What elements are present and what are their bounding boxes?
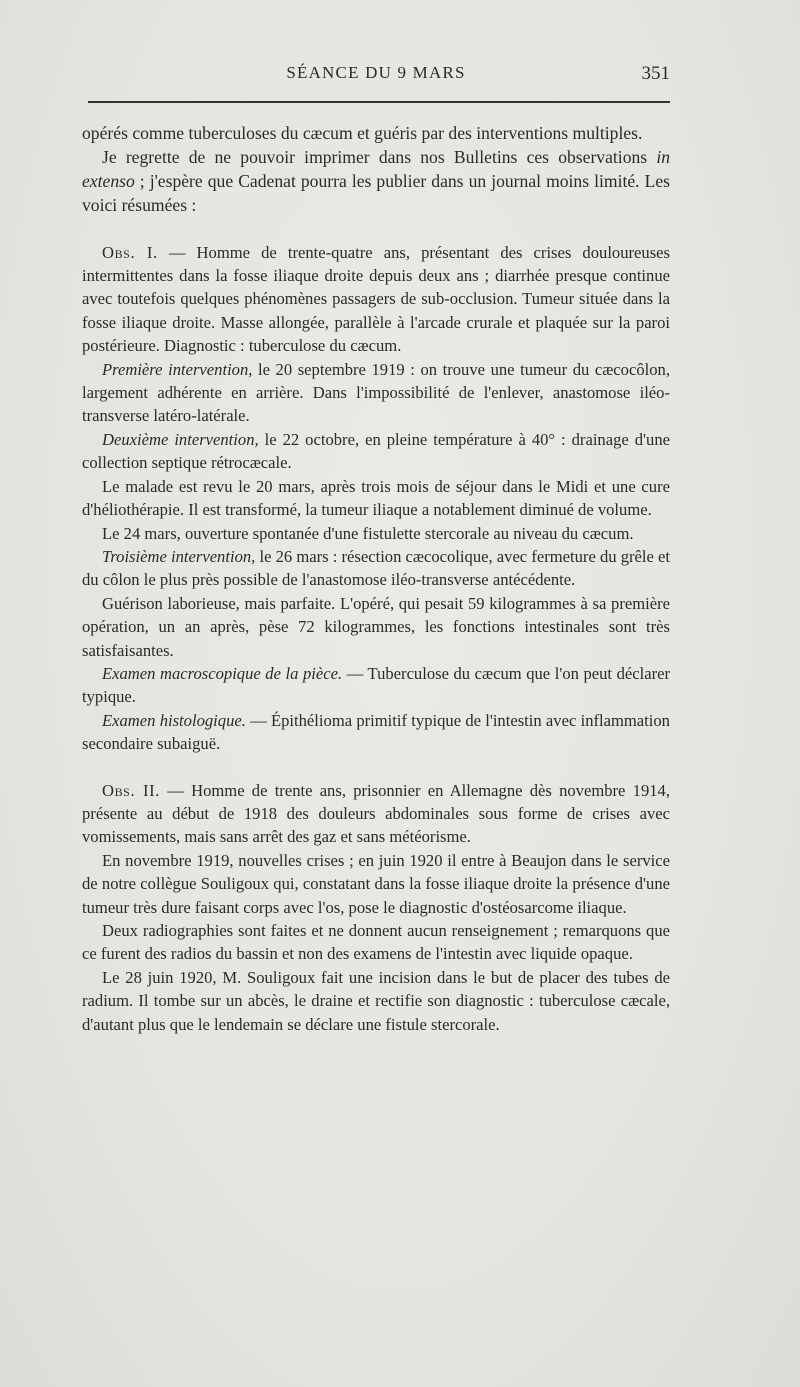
obs1-revu-paragraph: Le malade est revu le 20 mars, après trois mois de séjour dans le Midi et une cure d'héliothérapie. Il est transformé, la tumeur iliaque a notablement diminué de volume. xyxy=(82,476,670,520)
obs1-first-label: Première intervention, xyxy=(102,359,253,379)
obs1-guerison-paragraph: Guérison laborieuse, mais parfaite. L'opéré, qui pesait 59 kilogrammes à sa première opération, un an après, pèse 72 kilogrammes, les fonctions intestinales sont très satisfaisantes. xyxy=(82,593,670,660)
observation-2 xyxy=(82,779,670,1036)
running-head: SÉANCE DU 9 MARS xyxy=(286,63,466,82)
obs2-label: Obs. II. xyxy=(102,780,161,800)
page-body xyxy=(82,122,670,1036)
obs1-histologic-exam xyxy=(82,709,670,756)
obs1-intro-text: — Homme de trente-quatre ans, présentant des crises douloureuses intermittentes dans la fosse iliaque droite depuis deux ans ; diarrhée presque continue avec toutefois quelques phénomènes passagers de sub-occlusion. Tumeur située dans la fosse iliaque droite. Masse allongée, parallèle à l'arcade crurale et plaquée sur la paroi postérieure. Diagnostic : tuberculose du cæcum. xyxy=(82,242,670,356)
header-rule xyxy=(88,101,670,103)
obs2-radiography-paragraph: Deux radiographies sont faites et ne donnent aucun renseignement ; remarquons que ce furent des radios du bassin et non des examens de l'intestin avec liquide opaque. xyxy=(82,921,670,964)
intro-paragraph-2 xyxy=(82,146,670,218)
obs1-third-text: le 26 mars : résection cæcocolique, avec fermeture du grêle et du côlon le plus près possible de l'anastomose iléo-transverse antécédente. xyxy=(82,546,670,590)
obs1-histo-text: — Épithélioma primitif typique de l'intestin avec inflammation secondaire subaiguë. xyxy=(82,710,670,754)
obs1-third-label: Troisième intervention, xyxy=(102,546,256,566)
page-header xyxy=(82,63,670,87)
intro-p2-text-b: ; j'espère que Cadenat pourra les publier dans un journal moins limité. Les voici résumées : xyxy=(82,170,670,215)
obs1-third-intervention xyxy=(82,545,670,592)
obs2-november-paragraph: En novembre 1919, nouvelles crises ; en juin 1920 il entre à Beaujon dans le service de notre collègue Souligoux qui, constatant dans la fosse iliaque droite la présence d'une tumeur très dure faisant corps avec l'os, pose le diagnostic d'ostéosarcome iliaque. xyxy=(82,850,670,917)
obs1-histo-label: Examen histologique. xyxy=(102,710,246,730)
obs2-intro-text: — Homme de trente ans, prisonnier en Allemagne dès novembre 1914, présente au début de 1918 des douleurs abdominales sous forme de crises avec vomissements, mais sans arrêt des gaz et sans météorisme. xyxy=(82,780,670,847)
obs1-first-intervention xyxy=(82,358,670,428)
obs1-macroscopic-exam xyxy=(82,662,670,709)
observation-1 xyxy=(82,241,670,756)
obs1-second-label: Deuxième intervention, xyxy=(102,429,259,449)
page-number: 351 xyxy=(641,63,670,84)
obs1-24-mars-paragraph: Le 24 mars, ouverture spontanée d'une fistulette stercorale au niveau du cæcum. xyxy=(102,523,634,543)
intro-p2-emphasis: in extenso xyxy=(82,146,670,191)
obs1-second-intervention xyxy=(82,428,670,475)
intro-paragraph-1: opérés comme tuberculoses du cæcum et guéris par des interventions multiples. xyxy=(82,123,643,143)
intro-p2-text-a: Je regrette de ne pouvoir imprimer dans nos Bulletins ces observations xyxy=(102,146,657,167)
obs1-second-text: le 22 octobre, en pleine température à 40° : drainage d'une collection septique rétrocæcale. xyxy=(82,429,670,473)
obs1-macro-label: Examen macroscopique de la pièce. xyxy=(102,663,343,683)
obs1-label: Obs. I. xyxy=(102,242,158,262)
obs2-28-juin-paragraph: Le 28 juin 1920, M. Souligoux fait une incision dans le but de placer des tubes de radium. Il tombe sur un abcès, le draine et rectifie son diagnostic : tuberculose cæcale, d'autant plus que le lendemain se déclare une fistule stercorale. xyxy=(82,967,670,1034)
obs1-macro-text: — Tuberculose du cæcum que l'on peut déclarer typique. xyxy=(82,663,670,707)
obs1-first-text: le 20 septembre 1919 : on trouve une tumeur du cæcocôlon, largement adhérente en arrière. Dans l'impossibilité de l'enlever, anastomose iléo-transverse latéro-latérale. xyxy=(82,359,670,426)
obs1-intro xyxy=(82,241,670,358)
obs2-intro xyxy=(82,779,670,849)
